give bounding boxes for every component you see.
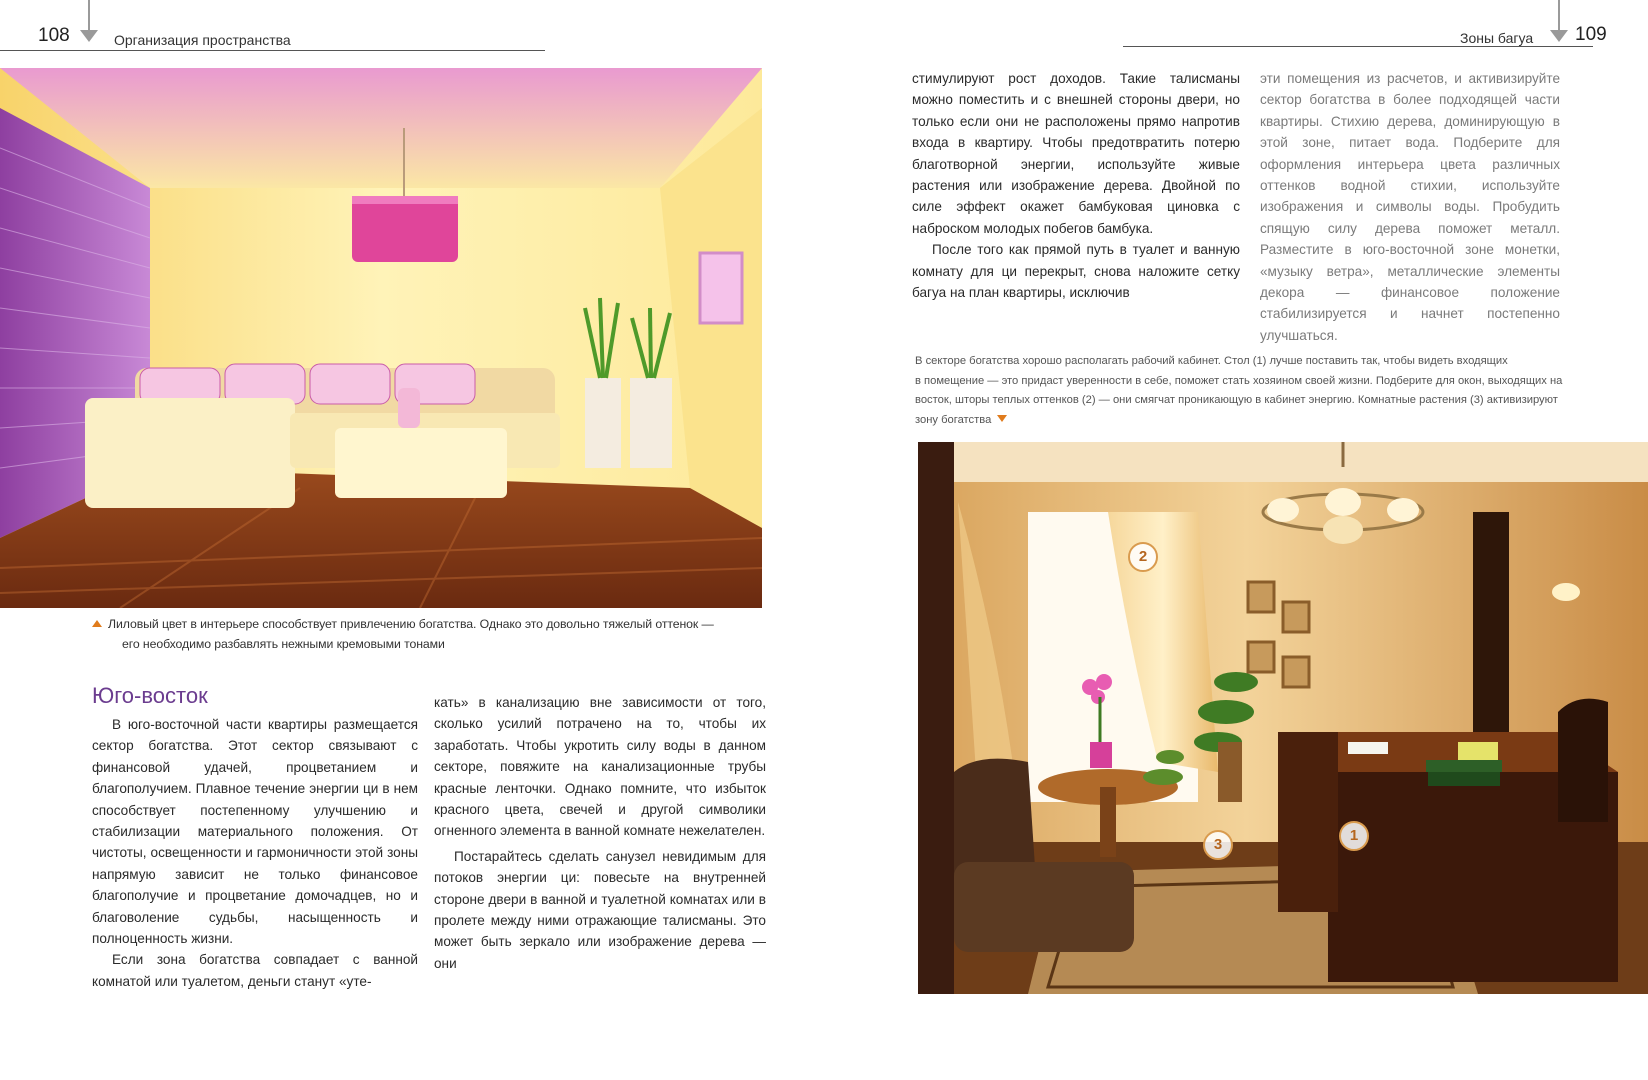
header-arrow-stem-right xyxy=(1558,0,1560,30)
badge-2: 2 xyxy=(1128,542,1158,572)
caption-right xyxy=(915,352,1565,430)
right-column-1 xyxy=(912,68,1240,303)
left-column-1 xyxy=(92,714,418,992)
running-head-right: Зоны багуа xyxy=(1460,30,1534,46)
caption-left-line-2: его необходимо разбавлять нежными кремовыми тонами xyxy=(122,637,445,651)
left-col2-paragraph-2: Постарайтесь сделать санузел невидимым для потоков энергии ци: повесьте на внутренней стороне двери в ванной и туалетной комнатах или в пролете между ними отражающие талисманы. Это может быть зеркало или изображение дерева — они xyxy=(434,848,766,971)
left-col1-paragraph-2: Если зона богатства совпадает с ванной комнатой или туалетом, деньги станут «уте- xyxy=(92,952,418,989)
living-room-photo xyxy=(0,68,762,608)
page-number-left: 108 xyxy=(38,25,70,46)
header-arrow-icon-right xyxy=(1550,30,1568,42)
caption-right-line-2: в помещение — это придаст уверенности в себе, поможет стать хозяином своей жизни. Подберите для окон, выходящих на xyxy=(915,374,1563,387)
triangle-down-icon xyxy=(997,415,1007,422)
header-arrow-icon-left xyxy=(80,30,98,42)
study-room-photo xyxy=(918,442,1648,994)
page-number-right: 109 xyxy=(1575,24,1607,45)
header-rule-right xyxy=(1123,46,1593,47)
right-col1-paragraph-1: стимулируют рост доходов. Такие талисманы можно поместить и с внешней стороны двери, но только если они не расположены прямо напротив входа в квартиру. Чтобы предотвратить потерю благотворной энергии, используйте живые растения или изображение дерева. Двойной по силе эффект окажет бамбуковая циновка с наброском молодых побегов бамбука. xyxy=(912,71,1240,236)
right-column-2 xyxy=(1260,68,1560,346)
header-rule-left xyxy=(0,50,545,51)
left-column-2 xyxy=(434,692,766,974)
caption-left-line-1: Лиловый цвет в интерьере способствует привлечению богатства. Однако это довольно тяжелый оттенок — xyxy=(92,614,732,634)
caption-left xyxy=(92,614,732,654)
running-head-left: Организация пространства xyxy=(114,32,291,48)
left-col2-paragraph-1: кать» в канализацию вне зависимости от того, сколько усилий потрачено на то, чтобы их заработать. Чтобы укротить силу воды в данном секторе, повяжите на канализационные трубы красные ленточки. Однако помните, что избыток красного цвета, свечей и другой символики огненного элемента в ванной комнате нежелателен. xyxy=(434,695,766,839)
section-heading: Юго-восток xyxy=(92,683,208,708)
right-col2-paragraph-1: эти помещения из расчетов, и активизируйте сектор богатства в более подходящей части квартиры. Стихию дерева, доминирующую в этой зоне, питает вода. Подберите для оформления интерьера цвета различных оттенков водной стихии, используйте изображения и символы воды. Пробудить спящую силу дерева поможет металл. Разместите в юго-восточной зоне монетки, «музыку ветра», металлические элементы декора — финансовое положение стабилизируется и начнет постепенно улучшаться. xyxy=(1260,71,1560,343)
left-col1-paragraph-1: В юго-восточной части квартиры размещается сектор богатства. Этот сектор связывают с финансовой удачей, процветанием и благополучием. Плавное течение энергии ци в нем способствует постепенному улучшению и стабилизации материального положения. От чистоты, освещенности и гармоничности этой зоны напрямую зависит не только финансовое благополучие и процветание домочадцев, но и благоволение судьбы, насыщенность и полноценность жизни. xyxy=(92,717,418,947)
badge-3: 3 xyxy=(1203,830,1233,860)
right-col1-paragraph-2: После того как прямой путь в туалет и ванную комнату для ци перекрыт, снова наложите сетку багуа на план квартиры, исключив xyxy=(912,242,1240,301)
caption-right-line-1: В секторе богатства хорошо располагать рабочий кабинет. Стол (1) лучше поставить так, чтобы видеть входящих xyxy=(915,355,1508,367)
triangle-up-icon xyxy=(92,620,102,627)
header-arrow-stem-left xyxy=(88,0,90,30)
caption-right-line-4: зону богатства xyxy=(915,411,1565,431)
caption-right-line-3: восток, шторы теплых оттенков (2) — они смягчат проникающую в кабинет энергию. Комнатные растения (3) активизируют xyxy=(915,394,1558,407)
badge-1: 1 xyxy=(1339,821,1369,851)
